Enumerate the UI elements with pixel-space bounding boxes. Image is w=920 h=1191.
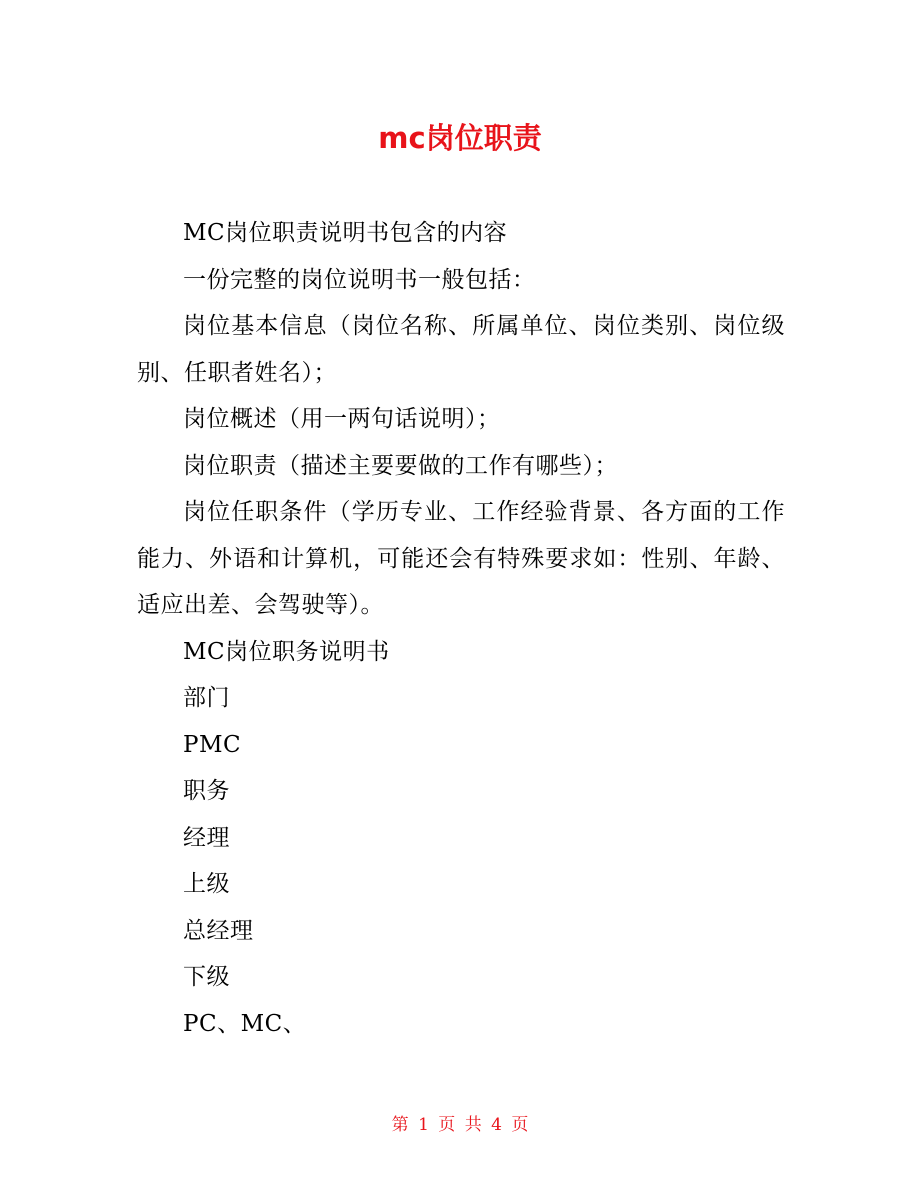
paragraph: 经理 bbox=[183, 824, 230, 851]
paragraph: 一份完整的岗位说明书一般包括： bbox=[183, 266, 536, 293]
paragraph: PC、MC、 bbox=[183, 1010, 307, 1037]
paragraph: MC岗位职责说明书包含的内容 bbox=[183, 220, 508, 246]
paragraph: PMC bbox=[183, 731, 242, 758]
paragraph: 上级 bbox=[183, 871, 230, 897]
paragraph: 下级 bbox=[183, 964, 230, 990]
paragraph: MC岗位职务说明书 bbox=[183, 638, 390, 665]
paragraph: 岗位基本信息（岗位名称、所属单位、岗位类别、岗位级别、任职者姓名）； bbox=[137, 313, 785, 386]
paragraph: 部门 bbox=[183, 685, 230, 711]
paragraph: 岗位概述（用一两句话说明）； bbox=[183, 406, 501, 432]
paragraph: 岗位职责（描述主要要做的工作有哪些）； bbox=[183, 452, 618, 479]
paragraph: 岗位任职条件（学历专业、工作经验背景、各方面的工作能力、外语和计算机，可能还会有特殊要求如：性别、年龄、适应出差、会驾驶等）。 bbox=[137, 499, 785, 618]
document-body bbox=[137, 210, 785, 1047]
document-title: mc岗位职责 bbox=[378, 121, 542, 155]
page-footer: 第 1 页 共 4 页 bbox=[391, 1115, 529, 1135]
paragraph: 职务 bbox=[183, 778, 230, 804]
paragraph: 总经理 bbox=[183, 917, 254, 944]
